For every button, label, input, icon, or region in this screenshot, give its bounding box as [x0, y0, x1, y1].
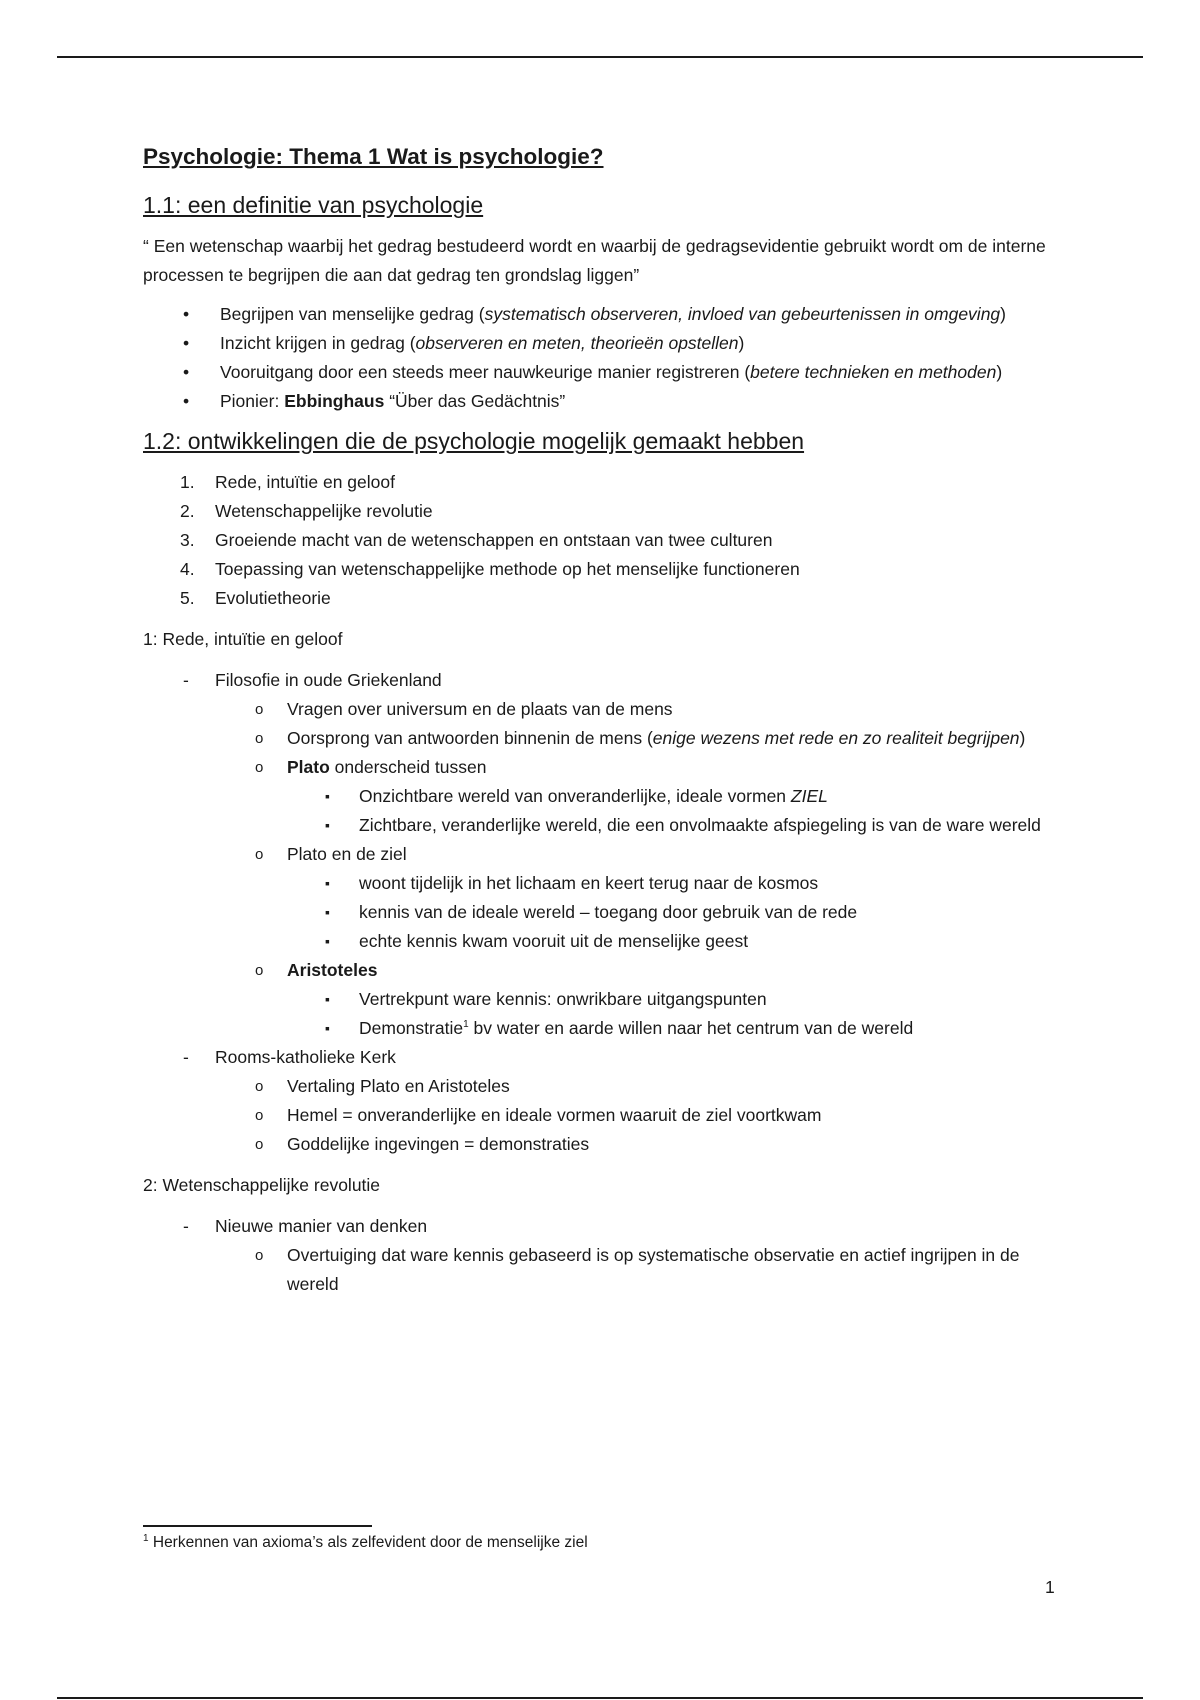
- list-item: • Pionier: Ebbinghaus “Über das Gedächtnis”: [143, 387, 1063, 416]
- list-item: ▪ Onzichtbare wereld van onveranderlijke, ideale vormen ZIEL: [287, 782, 1063, 811]
- document-title: Psychologie: Thema 1 Wat is psychologie?: [143, 144, 604, 169]
- header-rule: [57, 56, 1143, 58]
- subsection-heading-1: 1: Rede, intuïtie en geloof: [143, 629, 343, 649]
- list-item: ▪ kennis van de ideale wereld – toegang door gebruik van de rede: [287, 898, 1063, 927]
- developments-list: [143, 468, 1063, 613]
- subsection-heading-2: 2: Wetenschappelijke revolutie: [143, 1175, 381, 1195]
- definition-bullets: [143, 300, 1063, 416]
- list-item: • Begrijpen van menselijke gedrag (systematisch observeren, invloed van gebeurtenissen in omgeving): [143, 300, 1063, 329]
- section-heading-1-2: 1.2: ontwikkelingen die de psychologie mogelijk gemaakt hebben: [143, 428, 805, 454]
- list-item: ▪ woont tijdelijk in het lichaam en keert terug naar de kosmos: [287, 869, 1063, 898]
- list-item: 3. Groeiende macht van de wetenschappen en ontstaan van twee culturen: [180, 530, 773, 550]
- footnote-ref: 1: [463, 1019, 469, 1031]
- document-body: [143, 142, 1063, 1301]
- list-item: 4. Toepassing van wetenschappelijke methode op het menselijke functioneren: [180, 559, 800, 579]
- list-item: o Goddelijke ingevingen = demonstraties: [215, 1130, 1063, 1159]
- definition-quote: “ Een wetenschap waarbij het gedrag bestudeerd wordt en waarbij de gedragsevidentie gebruikt wordt om de interne processen te begrijpen die aan dat gedrag ten grondslag liggen”: [143, 236, 1046, 285]
- list-item: 5. Evolutietheorie: [180, 588, 331, 608]
- list-item: o Overtuiging dat ware kennis gebaseerd is op systematische observatie en actief ingrijpen in de wereld: [215, 1241, 1063, 1299]
- list-item: o Hemel = onveranderlijke en ideale vormen waaruit de ziel voortkwam: [215, 1101, 1063, 1130]
- list-item: ▪ Demonstratie$^1$ bv water en aarde willen naar het centrum van de wereld: [287, 1014, 1063, 1043]
- list-item: • Vooruitgang door een steeds meer nauwkeurige manier registreren (betere technieken en methoden): [143, 358, 1063, 387]
- list-item: o Vertaling Plato en Aristoteles: [215, 1072, 1063, 1101]
- footnote-separator: [143, 1525, 372, 1527]
- list-item: - Filosofie in oude Griekenland o Vragen over universum en de plaats van de mens o Oorsprong van antwoorden binnenin de mens (enige wezens met rede en zo realiteit begrijpen) o Plato onderscheid tussen ▪ Onzichtbare wereld van onveranderlijke, ideale vormen ZIEL ▪ Zichtbare, veranderlijke wereld, die een onvolmaakte afspiegeling is van de ware wereld o Plato en de ziel ▪ woont tijdelijk in het lichaam en keert terug naar de kosmos ▪ kennis van de ideale wereld – toegang door gebruik van de rede ▪ echte kennis kwam vooruit uit de menselijke geest o Aristoteles ▪ Vertrekpunt ware kennis: onwrikbare uitgangspunten ▪ Demonstratie$^1$ bv water en aarde willen naar het centrum van de wereld: [143, 666, 1063, 1043]
- list-item: ▪ Zichtbare, veranderlijke wereld, die een onvolmaakte afspiegeling is van de ware wereld: [287, 811, 1063, 840]
- revolution-list: [143, 1212, 1063, 1299]
- list-item: o Vragen over universum en de plaats van de mens: [215, 695, 1063, 724]
- list-item: - Rooms-katholieke Kerk o Vertaling Plato en Aristoteles o Hemel = onveranderlijke en ideale vormen waaruit de ziel voortkwam o Goddelijke ingevingen = demonstraties: [143, 1043, 1063, 1159]
- list-item: 2. Wetenschappelijke revolutie: [180, 501, 433, 521]
- list-item: • Inzicht krijgen in gedrag (observeren en meten, theorieën opstellen): [143, 329, 1063, 358]
- list-item: - Nieuwe manier van denken o Overtuiging dat ware kennis gebaseerd is op systematische observatie en actief ingrijpen in de wereld: [143, 1212, 1063, 1299]
- page-number: 1: [1045, 1577, 1055, 1597]
- reason-list: [143, 666, 1063, 1159]
- list-item: ▪ Vertrekpunt ware kennis: onwrikbare uitgangspunten: [287, 985, 1063, 1014]
- footer-rule: [57, 1697, 1143, 1699]
- list-item: o Oorsprong van antwoorden binnenin de mens (enige wezens met rede en zo realiteit begrijpen): [215, 724, 1063, 753]
- footnote: $^1$ Herkennen van axioma’s als zelfevident door de menselijke ziel: [143, 1532, 588, 1551]
- section-heading-1-1: 1.1: een definitie van psychologie: [143, 192, 484, 218]
- list-item: o Plato en de ziel ▪ woont tijdelijk in het lichaam en keert terug naar de kosmos ▪ kennis van de ideale wereld – toegang door gebruik van de rede ▪ echte kennis kwam vooruit uit de menselijke geest: [215, 840, 1063, 956]
- list-item: o Plato onderscheid tussen ▪ Onzichtbare wereld van onveranderlijke, ideale vormen ZIEL ▪ Zichtbare, veranderlijke wereld, die een onvolmaakte afspiegeling is van de ware wereld: [215, 753, 1063, 840]
- list-item: ▪ echte kennis kwam vooruit uit de menselijke geest: [287, 927, 1063, 956]
- list-item: o Aristoteles ▪ Vertrekpunt ware kennis: onwrikbare uitgangspunten ▪ Demonstratie$^1$ bv water en aarde willen naar het centrum van de wereld: [215, 956, 1063, 1043]
- list-item: 1. Rede, intuïtie en geloof: [180, 472, 395, 492]
